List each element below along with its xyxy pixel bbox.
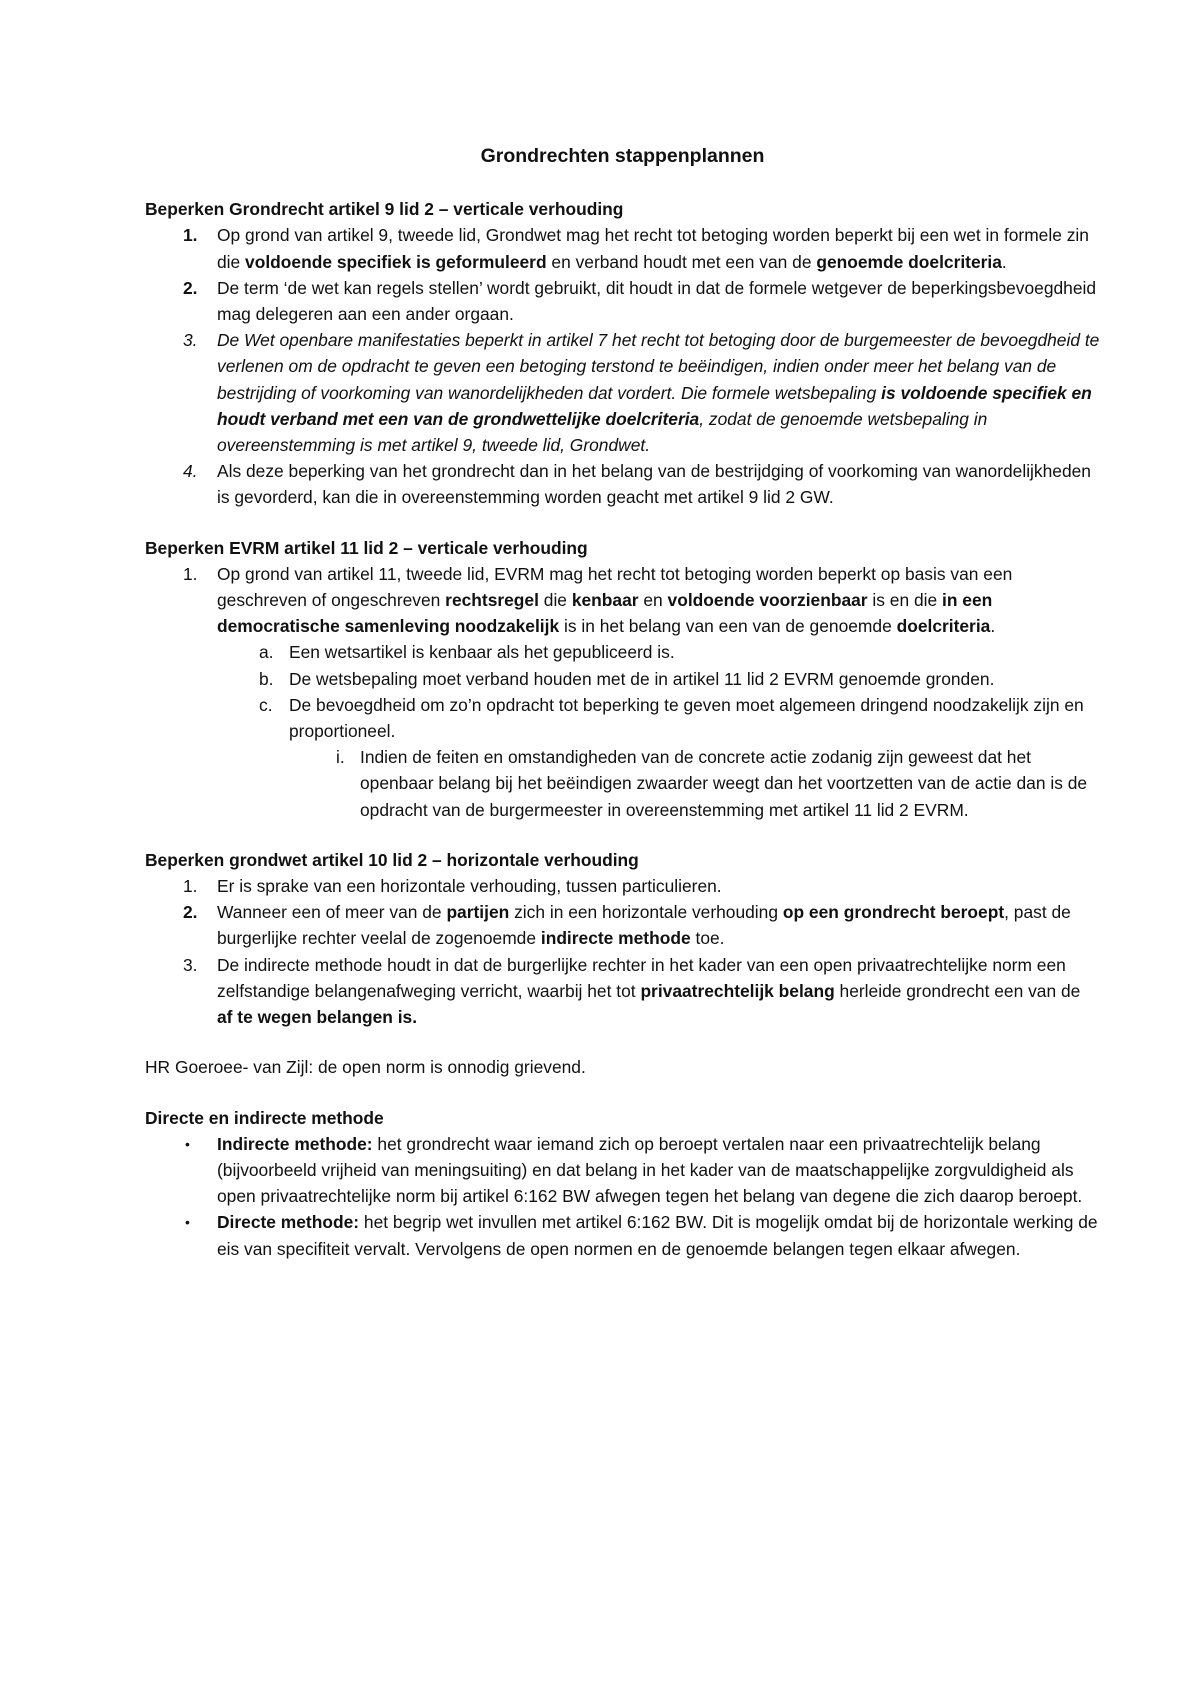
section-grondwet-10: [145, 847, 1100, 1030]
list-item: [145, 458, 1100, 510]
text-run: De indirecte methode houdt in dat de burgerlijke rechter in het kader van een open privaatrechtelijke norm een zelfstandige belangenafweging verricht, waarbij het tot: [217, 954, 1066, 1001]
list-item: [145, 275, 1100, 327]
text-run: .: [990, 616, 996, 637]
numbered-list: [145, 873, 1100, 1030]
text-run: en verband houdt met een van de: [546, 251, 817, 272]
text-run: is en die: [867, 590, 943, 611]
list-number: 1.: [183, 563, 198, 584]
list-number: 1.: [183, 876, 198, 897]
list-number: 2.: [183, 277, 198, 298]
list-item: [145, 222, 1100, 274]
text-run: Als deze beperking van het grondrecht dan in het belang van de bestrijdging of voorkoming van wanordelijkheden is gevorderd, kan die in overeenstemming worden geacht met artikel 9 lid 2 GW.: [217, 461, 1091, 508]
list-text: [217, 1212, 1098, 1258]
list-item: [145, 873, 1100, 899]
text-run: zich in een horizontale verhouding: [509, 902, 783, 923]
bullet-icon: •: [185, 1135, 190, 1152]
bullet-list: [145, 1131, 1100, 1262]
text-run: Er is sprake van een horizontale verhouding, tussen particulieren.: [217, 876, 722, 897]
bold-text: doelcriteria: [896, 616, 991, 637]
list-item: [145, 952, 1100, 1031]
bold-text: privaatrechtelijk belang: [640, 980, 835, 1001]
list-letter: a.: [259, 642, 274, 663]
section-heading: Beperken grondwet artikel 10 lid 2 – horizontale verhouding: [145, 849, 639, 870]
section-heading: Directe en indirecte methode: [145, 1107, 384, 1128]
bullet-icon: •: [185, 1214, 190, 1231]
list-item: [145, 1131, 1100, 1210]
text-run: Op grond van artikel 9, tweede lid, Grondwet mag het recht tot betoging worden beperkt bij een wet in formele zin die: [217, 225, 1089, 272]
bold-text: indirecte methode: [540, 928, 691, 949]
list-item: [145, 899, 1100, 951]
bold-text: kenbaar: [571, 590, 639, 611]
text-run: toe.: [690, 928, 725, 949]
list-item: [145, 561, 1100, 823]
list-text: [217, 278, 1096, 324]
section-artikel-9: [145, 196, 1100, 510]
text-run: die: [538, 590, 572, 611]
list-number: 1.: [183, 225, 198, 246]
sub-list: [217, 639, 1100, 822]
section-heading: Beperken Grondrecht artikel 9 lid 2 – verticale verhouding: [145, 199, 624, 220]
section-methods: [145, 1105, 1100, 1262]
section-evrm-11: [145, 535, 1100, 823]
text-run: De Wet openbare manifestaties beperkt in artikel 7 het recht tot betoging door de burgemeester de bevoegdheid te verlenen om de opdracht te geven een betoging terstond te beëindigen, indien onder meer het belang van de bestrijding of voorkoming van wanordelijkheden dat vordert. Die formele wetsbepaling: [217, 330, 1100, 403]
numbered-list: [145, 561, 1100, 823]
list-text: [217, 330, 1099, 455]
bold-text: in een democratische samenleving noodzakelijk: [217, 590, 993, 637]
list-text: [217, 902, 1071, 948]
bold-text: voldoende specifiek is geformuleerd: [245, 251, 547, 272]
list-roman: i.: [336, 747, 345, 768]
text-run: , past de burgerlijke rechter veelal de zogenoemde: [217, 902, 1071, 949]
list-letter: c.: [259, 694, 273, 715]
bold-text: op een grondrecht beroept: [782, 902, 1005, 923]
sub-list-item: [217, 692, 1100, 823]
list-number: 3.: [183, 330, 198, 351]
numbered-list: [145, 222, 1100, 510]
list-number: 2.: [183, 902, 198, 923]
list-item: [145, 327, 1100, 458]
list-text: [217, 1134, 1082, 1206]
bold-text: rechtsregel: [445, 590, 539, 611]
bold-text: Indirecte methode:: [217, 1133, 373, 1154]
section-heading: Beperken EVRM artikel 11 lid 2 – verticale verhouding: [145, 537, 588, 558]
text-run: Wanneer een of meer van de: [217, 902, 447, 923]
sub-sub-list-item: [289, 744, 1100, 823]
bold-text: af te wegen belangen is.: [217, 1007, 418, 1028]
list-text: [217, 955, 1080, 1027]
bold-text: is voldoende specifiek en houdt verband met een van de grondwettelijke doelcriteria: [217, 382, 1092, 429]
text-run: is in het belang van een van de genoemde: [559, 616, 897, 637]
note-text: HR Goeroee- van Zijl: de open norm is onnodig grievend.: [145, 1057, 586, 1078]
list-number: 4.: [183, 461, 198, 482]
list-item: [145, 1209, 1100, 1261]
text-run: De term ‘de wet kan regels stellen’ wordt gebruikt, dit houdt in dat de formele wetgever de beperkingsbevoegdheid mag delegeren aan een ander orgaan.: [217, 277, 1097, 325]
list-letter: b.: [259, 668, 274, 689]
bold-text: voldoende voorzienbaar: [667, 590, 868, 611]
list-text: De wetsbepaling moet verband houden met de in artikel 11 lid 2 EVRM genoemde gronden.: [289, 668, 995, 689]
text-run: , zodat de genoemde wetsbepaling in overeenstemming is met artikel 9, tweede lid, Grondwet.: [217, 408, 988, 456]
list-text: [217, 225, 1089, 271]
list-text: Indien de feiten en omstandigheden van de concrete actie zodanig zijn geweest dat het openbaar belang bij het beëindigen zwaarder weegt dan het voortzetten van de actie dan is de opdracht van de burgermeester in overeenstemming met artikel 11 lid 2 EVRM.: [360, 747, 1088, 820]
list-text: [217, 876, 722, 896]
text-run: herleide grondrecht een van de: [834, 980, 1081, 1001]
bold-text: partijen: [446, 902, 510, 923]
text-run: Op grond van artikel 11, tweede lid, EVRM mag het recht tot betoging worden beperkt op basis van een geschreven of ongeschreven: [217, 563, 1013, 611]
document-title: Grondrechten stappenplannen: [480, 145, 765, 167]
sub-sub-list: [289, 744, 1100, 823]
text-run: en: [638, 590, 668, 611]
list-text: De bevoegdheid om zo’n opdracht tot beperking te geven moet algemeen dringend noodzakelijk zijn en proportioneel.: [289, 694, 1084, 742]
bold-text: genoemde doelcriteria: [816, 251, 1002, 272]
list-text: Een wetsartikel is kenbaar als het gepubliceerd is.: [289, 642, 675, 663]
text-run: het grondrecht waar iemand zich op beroept vertalen naar een privaatrechtelijk belang (bijvoorbeeld vrijheid van meningsuiting) en dat belang in het kader van de maatschappelijke zorgvuldigheid als open privaatrechtelijke norm bij artikel 6:162 BW afwegen tegen het belang van degene die zich daarop beroept.: [217, 1133, 1083, 1207]
text-run: het begrip wet invullen met artikel 6:162 BW. Dit is mogelijk omdat bij de horizontale werking de eis van specifiteit vervalt. Vervolgens de open normen en de genoemde belangen tegen elkaar afwegen.: [217, 1212, 1098, 1259]
bold-text: Directe methode:: [217, 1212, 360, 1233]
list-text: [217, 461, 1091, 507]
list-text: [217, 564, 1012, 636]
sub-list-item: [217, 666, 1100, 692]
text-run: .: [1001, 251, 1007, 272]
list-number: 3.: [183, 954, 198, 975]
sub-list-item: [217, 639, 1100, 665]
note-paragraph: [145, 1054, 1100, 1080]
